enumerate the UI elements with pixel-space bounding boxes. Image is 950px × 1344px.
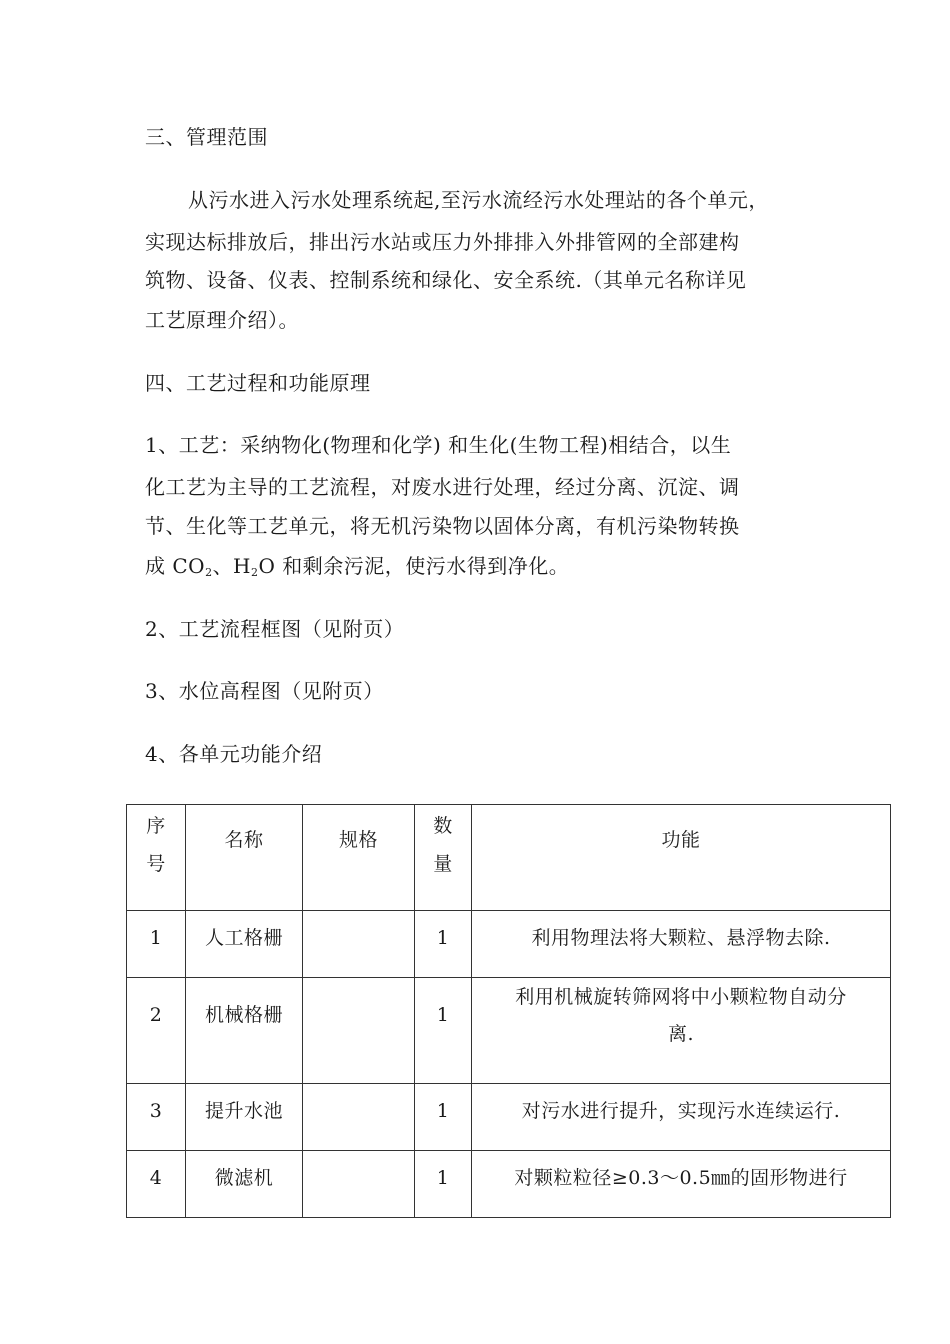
h2o-subscript: 2 <box>251 566 259 579</box>
row-spec <box>303 911 415 978</box>
row-qty: 1 <box>415 1084 472 1151</box>
table-row <box>127 1084 891 1151</box>
item-water-level: 3、水位高程图（见附页） <box>145 679 384 703</box>
process-last-mid: 、H <box>212 554 252 578</box>
section-heading-process: 四、工艺过程和功能原理 <box>145 371 371 395</box>
scope-paragraph-line-3: 筑物、设备、仪表、控制系统和绿化、安全系统.（其单元名称详见 <box>145 268 747 292</box>
table-row <box>127 978 891 1084</box>
header-qty-line-2: 量 <box>433 853 453 875</box>
row-function <box>472 978 891 1084</box>
item-flowchart: 2、工艺流程框图（见附页） <box>145 617 405 641</box>
row-seq: 3 <box>127 1084 186 1151</box>
row-name: 提升水池 <box>186 1084 303 1151</box>
row-qty: 1 <box>415 1151 472 1218</box>
process-paragraph-line-3: 节、生化等工艺单元，将无机污染物以固体分离，有机污染物转换 <box>145 514 740 538</box>
header-name: 名称 <box>186 805 303 911</box>
header-spec: 规格 <box>303 805 415 911</box>
process-last-post: O 和剩余污泥，使污水得到净化。 <box>258 554 570 578</box>
header-seq-line-2: 号 <box>146 853 166 875</box>
row-qty: 1 <box>415 911 472 978</box>
row-function-line-2: 离. <box>667 1023 695 1045</box>
row-spec <box>303 978 415 1084</box>
row-seq: 4 <box>127 1151 186 1218</box>
row-function-line-1: 利用机械旋转筛网将中小颗粒物自动分 <box>515 986 847 1008</box>
process-paragraph-line-2: 化工艺为主导的工艺流程，对废水进行处理，经过分离、沉淀、调 <box>145 475 740 499</box>
co2-subscript: 2 <box>205 566 213 579</box>
row-function: 利用物理法将大颗粒、悬浮物去除. <box>472 911 891 978</box>
header-function: 功能 <box>472 805 891 911</box>
header-seq-line-1: 序 <box>146 815 166 837</box>
row-spec <box>303 1151 415 1218</box>
row-name: 微滤机 <box>186 1151 303 1218</box>
header-qty <box>415 805 472 911</box>
row-seq: 2 <box>127 978 186 1084</box>
process-last-pre: 成 CO <box>145 554 206 578</box>
section-heading-scope: 三、管理范围 <box>145 125 268 149</box>
row-seq: 1 <box>127 911 186 978</box>
row-function: 对污水进行提升，实现污水连续运行. <box>472 1084 891 1151</box>
header-seq <box>127 805 186 911</box>
table-header-row <box>127 805 891 911</box>
row-qty: 1 <box>415 978 472 1084</box>
scope-paragraph-line-1: 从污水进入污水处理系统起,至污水流经污水处理站的各个单元， <box>188 188 769 212</box>
item-unit-functions: 4、各单元功能介绍 <box>145 742 323 766</box>
row-name: 人工格栅 <box>186 911 303 978</box>
unit-function-table <box>126 804 891 1218</box>
table-row <box>127 1151 891 1218</box>
header-qty-line-1: 数 <box>433 815 453 837</box>
row-name: 机械格栅 <box>186 978 303 1084</box>
scope-paragraph-line-2: 实现达标排放后，排出污水站或压力外排排入外排管网的全部建构 <box>145 230 740 254</box>
scope-paragraph-line-4: 工艺原理介绍）。 <box>145 308 299 332</box>
row-spec <box>303 1084 415 1151</box>
process-paragraph-line-4 <box>145 553 569 579</box>
row-function: 对颗粒粒径≥0.3～0.5㎜的固形物进行 <box>472 1151 891 1218</box>
process-paragraph-line-1: 1、工艺：采纳物化(物理和化学) 和生化(生物工程)相结合，以生 <box>145 433 732 457</box>
table-row <box>127 911 891 978</box>
